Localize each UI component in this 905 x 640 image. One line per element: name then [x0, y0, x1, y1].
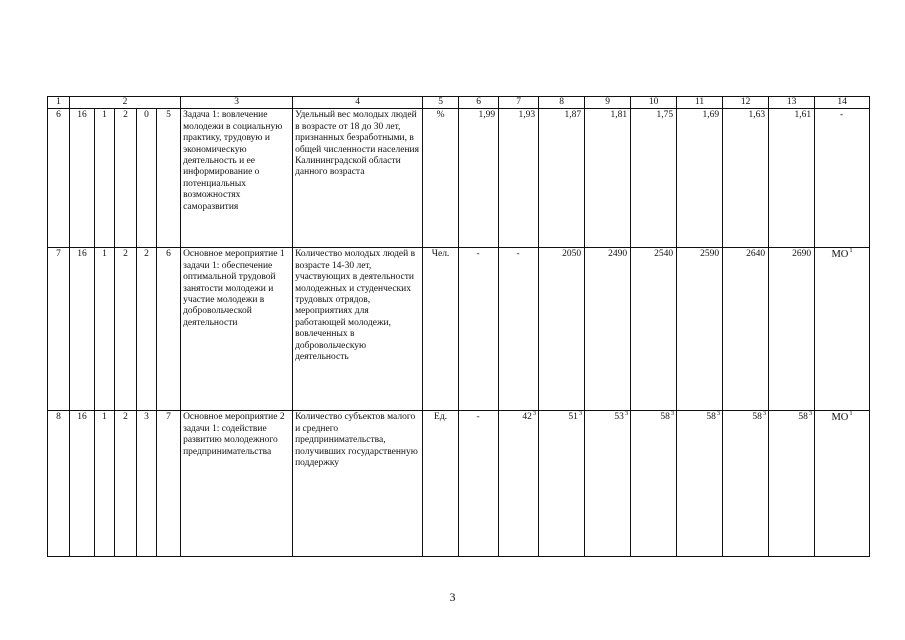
table-row — [48, 109, 870, 248]
value-cell — [585, 109, 631, 248]
value-text: 51 — [568, 412, 578, 423]
value-cell — [499, 109, 539, 248]
code-cell: 1 — [95, 248, 115, 411]
header-cell: 13 — [769, 97, 815, 109]
value-cell — [631, 411, 677, 557]
value-cell — [585, 248, 631, 411]
header-cell: 12 — [723, 97, 769, 109]
value-text: 2640 — [746, 249, 766, 260]
value-cell — [459, 411, 499, 557]
responsible-cell — [815, 109, 870, 248]
value-text: 2540 — [654, 249, 674, 260]
value-cell — [539, 109, 585, 248]
header-cell: 9 — [585, 97, 631, 109]
value-cell — [499, 248, 539, 411]
value-text: 58 — [752, 412, 762, 423]
value-cell — [677, 248, 723, 411]
value-text: 1,99 — [478, 110, 496, 121]
footnote-mark: 3 — [808, 410, 813, 418]
task-cell: Основное мероприятие 1 задачи 1: обеспечение оптимальной трудовой занятости молодежи и участие молодежи в добровольческой деятельности — [181, 248, 293, 411]
code-cell: 0 — [137, 109, 157, 248]
responsible-cell — [815, 411, 870, 557]
header-cell: 14 — [815, 97, 870, 109]
value-cell — [723, 109, 769, 248]
code-cell: 7 — [157, 411, 181, 557]
footnote-mark: 3 — [716, 410, 721, 418]
header-cell: 10 — [631, 97, 677, 109]
value-cell — [459, 109, 499, 248]
header-cell: 7 — [499, 97, 539, 109]
value-text: 1,81 — [610, 110, 628, 121]
code-cell: 1 — [95, 411, 115, 557]
value-text: - — [476, 412, 480, 423]
header-cell: 8 — [539, 97, 585, 109]
value-text: - — [516, 249, 520, 260]
header-cell: 11 — [677, 97, 723, 109]
value-cell — [585, 411, 631, 557]
table-row — [48, 411, 870, 557]
value-text: 58 — [798, 412, 808, 423]
code-cell: 1 — [95, 109, 115, 248]
value-text: МО — [831, 412, 849, 424]
value-text: 2050 — [562, 249, 582, 260]
header-cell: 6 — [459, 97, 499, 109]
footnote-mark: 3 — [578, 410, 583, 418]
footnote-mark: 1 — [849, 410, 853, 418]
value-cell — [539, 411, 585, 557]
footnote-mark: 3 — [670, 410, 675, 418]
value-text: 2590 — [700, 249, 720, 260]
code-cell: 16 — [70, 109, 95, 248]
value-text: 1,93 — [518, 110, 536, 121]
header-cell: 5 — [423, 97, 459, 109]
task-cell: Основное мероприятие 2 задачи 1: содействие развитию молодежного предпринимательства — [181, 411, 293, 557]
value-cell — [769, 109, 815, 248]
code-cell: 16 — [70, 248, 95, 411]
header-cell: 4 — [293, 97, 423, 109]
value-cell — [723, 411, 769, 557]
header-cell: 3 — [181, 97, 293, 109]
responsible-cell — [815, 248, 870, 411]
value-text: - — [839, 110, 844, 121]
value-text: 58 — [660, 412, 670, 423]
code-cell: 2 — [115, 109, 137, 248]
task-cell: Задача 1: вовлечение молодежи в социальную практику, трудовую и экономическую деятельность и ее информирование о потенциальных возможностях саморазвития — [181, 109, 293, 248]
value-cell — [539, 248, 585, 411]
header-cell: 1 — [48, 97, 70, 109]
indicator-cell: Удельный вес молодых людей в возрасте от 18 до 30 лет, признанных безработными, в общей численности населения Калининградской области данного возраста — [293, 109, 423, 248]
value-cell — [631, 109, 677, 248]
value-text: 58 — [706, 412, 716, 423]
value-text: 1,61 — [794, 110, 812, 121]
code-cell: 7 — [48, 248, 70, 411]
code-cell: 5 — [157, 109, 181, 248]
value-text: 2490 — [608, 249, 628, 260]
table-row — [48, 248, 870, 411]
code-cell: 2 — [115, 248, 137, 411]
page-number: 3 — [449, 590, 456, 604]
value-text: 1,63 — [748, 110, 766, 121]
value-text: 53 — [614, 412, 624, 423]
value-cell — [723, 248, 769, 411]
code-cell: 2 — [137, 248, 157, 411]
header-cell: 2 — [70, 97, 181, 109]
code-cell: 6 — [157, 248, 181, 411]
value-text: - — [476, 249, 480, 260]
value-cell — [677, 109, 723, 248]
value-cell — [459, 248, 499, 411]
value-cell — [677, 411, 723, 557]
code-cell: 2 — [115, 411, 137, 557]
value-text: 1,87 — [564, 110, 582, 121]
indicator-table — [47, 96, 870, 557]
value-cell — [769, 411, 815, 557]
value-cell — [631, 248, 677, 411]
value-cell — [499, 411, 539, 557]
unit-cell: Ед. — [423, 411, 459, 557]
code-cell: 6 — [48, 109, 70, 248]
table-header-row — [48, 97, 870, 109]
value-text: МО — [831, 249, 849, 261]
value-text: 1,75 — [656, 110, 674, 121]
footnote-mark: 3 — [762, 410, 767, 418]
code-cell: 8 — [48, 411, 70, 557]
value-text: 42 — [522, 412, 532, 423]
code-cell: 3 — [137, 411, 157, 557]
value-text: 2690 — [792, 249, 812, 260]
footnote-mark: 3 — [532, 410, 537, 418]
footnote-mark: 3 — [624, 410, 629, 418]
value-text: 1,69 — [702, 110, 720, 121]
indicator-cell: Количество молодых людей в возрасте 14-30 лет, участвующих в деятельности молодежных и студенческих трудовых отрядов, мероприятиях для работающей молодежи, вовлеченных в добровольческую деятельность — [293, 248, 423, 411]
indicator-cell: Количество субъектов малого и среднего предпринимательства, получивших государственную поддержку — [293, 411, 423, 557]
unit-cell: Чел. — [423, 248, 459, 411]
value-cell — [769, 248, 815, 411]
code-cell: 16 — [70, 411, 95, 557]
footnote-mark: 1 — [849, 247, 853, 255]
unit-cell: % — [423, 109, 459, 248]
